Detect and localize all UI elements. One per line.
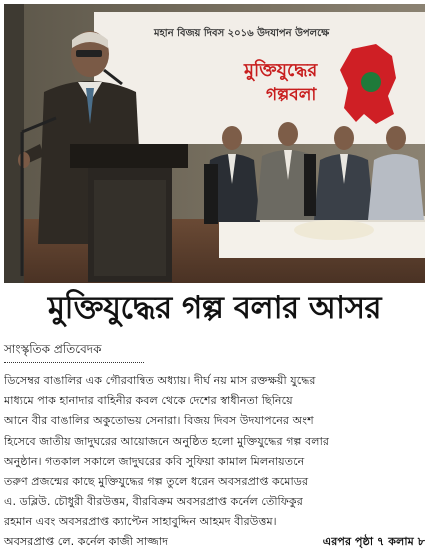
body-line: মাধ্যমে পাক হানাদার বাহিনীর কবল থেকে দেশের স্বাধীনতা ছিনিয়ে — [4, 394, 293, 408]
article-last-row — [4, 532, 425, 552]
headline: মুক্তিযুদ্ধের গল্প বলার আসর — [47, 290, 382, 326]
body-line-last: অবসরপ্রাপ্ত লে. কর্নেল কাজী সাজ্জাদ — [4, 535, 169, 548]
body-line: রহমান এবং অবসরপ্রাপ্ত ক্যাপ্টেন সাহাবুদ্দিন আহমদ বীরউত্তম। — [4, 515, 277, 529]
byline: সাংস্কৃতিক প্রতিবেদক — [4, 342, 102, 356]
body-line: আনে বীর বাঙালির অকুতোভয় সেনারা। বিজয় দিবস উদযাপনের অংশ — [4, 414, 314, 428]
banner-logo-line2: গল্পবলা — [266, 85, 317, 105]
body-line: তরুণ প্রজন্মের কাছে মুক্তিযুদ্ধের গল্প তুলে ধরেন অবসরপ্রাপ্ত কমোডর — [4, 474, 309, 488]
body-line: ডিসেম্বর বাঙালির এক গৌরবান্বিত অধ্যায়। দীর্ঘ নয় মাস রক্তক্ষয়ী যুদ্ধের — [4, 374, 316, 387]
byline-divider — [4, 362, 144, 363]
banner-logo-line1: মুক্তিযুদ্ধের — [244, 60, 318, 81]
body-line: এ. ডব্লিউ. চৌধুরী বীরউত্তম, বীরবিক্রম অবসরপ্রাপ্ত কর্নেল তৌফিকুর — [4, 495, 303, 509]
body-line: অনুষ্ঠান। গতকাল সকালে জাদুঘরের কবি সুফিয়া কামাল মিলনায়তনে — [4, 454, 305, 468]
banner-subtitle: মহান বিজয় দিবস ২০১৬ উদযাপন উপলক্ষে — [154, 28, 330, 39]
article-body — [4, 371, 425, 533]
continued-reference: এরপর পৃষ্ঠা ৭ কলাম ৮ — [322, 535, 425, 548]
body-line: হিসেবে জাতীয় জাদুঘরের আয়োজনে অনুষ্ঠিত হলো মুক্তিযুদ্ধের গল্প বলার — [4, 434, 330, 448]
event-photo — [4, 4, 425, 283]
event-photo-illustration — [4, 4, 425, 283]
